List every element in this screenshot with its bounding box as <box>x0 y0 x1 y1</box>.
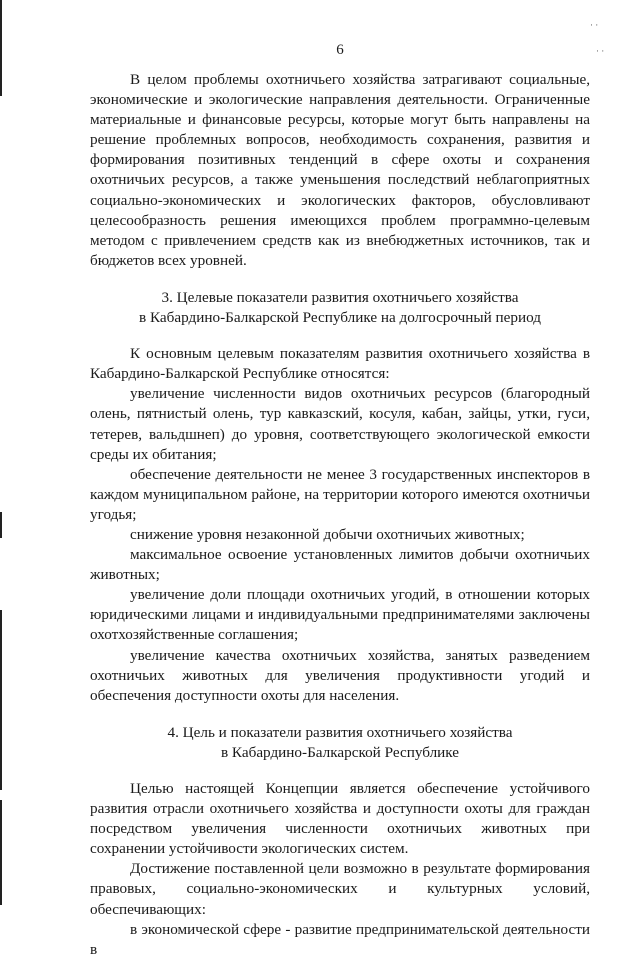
document-body <box>90 70 590 960</box>
scan-speck: · · <box>590 20 599 30</box>
economic-paragraph: в экономической сфере - развитие предпринимательской деятельности в <box>90 920 590 958</box>
scan-edge-mark <box>0 800 2 905</box>
section-3-lead: К основным целевым показателям развития охотничьего хозяйства в Кабардино-Балкарской Республике относятся: <box>90 345 590 383</box>
intro-paragraph: В целом проблемы охотничьего хозяйства затрагивают социальные, экономические и экологические направления деятельности. Ограниченные материальные и финансовые ресурсы, которые могут быть направлены на решение проблемных вопросов, необходимость сохранения, развития и формирования позитивных тенденций в сфере охоты и сохранения охотничьих ресурсов, а также уменьшения последствий неблагоприятных социально-экономических и экологических факторов, обусловливают целесообразность решения имеющихся проблем программно-целевым методом с привлечением средств как из внебюджетных источников, так и бюджетов всех уровней. <box>90 71 590 269</box>
target-item: снижение уровня незаконной добычи охотничьих животных; <box>130 525 525 543</box>
scan-edge-mark <box>0 512 2 538</box>
scan-edge-mark <box>0 610 2 790</box>
scan-speck: · · <box>596 46 605 56</box>
section-4-heading <box>90 723 590 763</box>
conditions-paragraph: Достижение поставленной цели возможно в результате формирования правовых, социально-экономических и культурных условий, обеспечивающих: <box>90 860 590 918</box>
target-item: обеспечение деятельности не менее 3 государственных инспекторов в каждом муниципальном районе, на территории которого имеются охотничьи угодья; <box>90 465 590 523</box>
target-item: увеличение доли площади охотничьих угодий, в отношении которых юридическими лицами и индивидуальными предпринимателями заключены охотхозяйственные соглашения; <box>90 586 590 644</box>
section-3-title-line1: 3. Целевые показатели развития охотничьего хозяйства <box>161 288 519 306</box>
target-item: увеличение качества охотничьих хозяйства, занятых разведением охотничьих животных для увеличения продуктивности угодий и обеспечения доступности охоты для населения. <box>90 646 590 704</box>
section-3-heading <box>90 288 590 328</box>
goal-paragraph: Целью настоящей Концепции является обеспечение устойчивого развития отрасли охотничьего хозяйства и доступности охоты для граждан посредством увеличения численности охотничьих животных при сохранении устойчивости экологических систем. <box>90 780 590 858</box>
section-4-title-line2: в Кабардино-Балкарской Республике <box>220 743 460 761</box>
section-3-title-line2: в Кабардино-Балкарской Республике на долгосрочный период <box>139 309 541 327</box>
target-item: увеличение численности видов охотничьих ресурсов (благородный олень, пятнистый олень, тур кавказский, косуля, кабан, зайцы, утки, гуси, тетерев, вальдшнеп) до уровня, соответствующего экологической емкости среды их обитания; <box>90 385 590 463</box>
section-4-title-line1: 4. Цель и показатели развития охотничьего хозяйства <box>167 723 513 741</box>
page-number: 6 <box>336 42 344 58</box>
target-item: максимальное освоение установленных лимитов добычи охотничьих животных; <box>90 546 590 584</box>
